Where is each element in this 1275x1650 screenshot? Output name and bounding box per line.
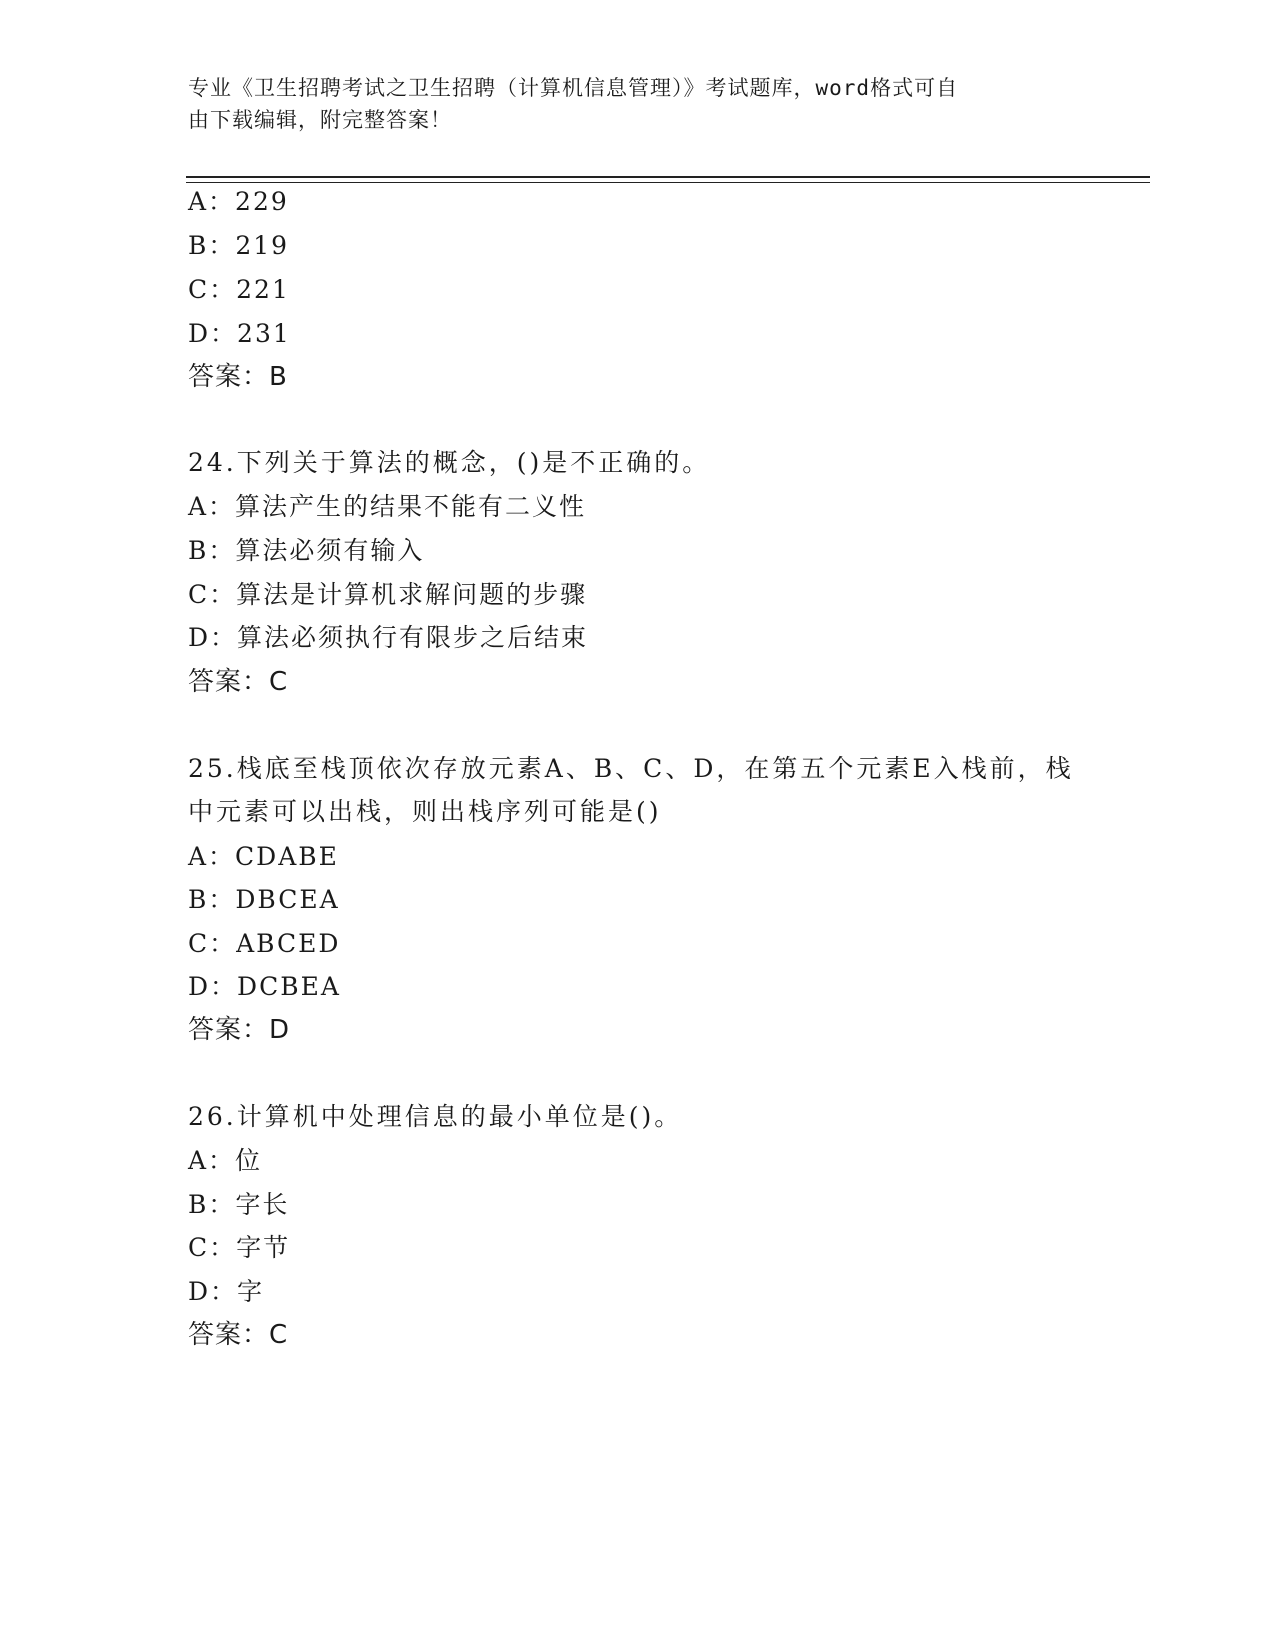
- q25-question-line-1: 25.栈底至栈顶依次存放元素A、B、C、D，在第五个元素E入栈前，栈: [188, 754, 1074, 783]
- q25-answer: 答案：D: [188, 1015, 291, 1045]
- document-header: [188, 72, 1068, 136]
- q26-option-a: A：位: [188, 1146, 263, 1175]
- q24-option-c: C：算法是计算机求解问题的步骤: [188, 580, 588, 609]
- q26-option-c: C：字节: [188, 1233, 291, 1262]
- header-divider: [186, 176, 1150, 178]
- q26-option-b: B：字长: [188, 1190, 290, 1219]
- q23-option-b: B：219: [188, 231, 290, 260]
- q26-answer: 答案：C: [188, 1320, 289, 1350]
- header-divider-thin: [186, 182, 1150, 183]
- q24-answer: 答案：C: [188, 667, 289, 697]
- q24-option-a: A：算法产生的结果不能有二义性: [188, 492, 587, 521]
- q25-option-c: C：ABCED: [188, 929, 341, 958]
- q26-question: 26.计算机中处理信息的最小单位是()。: [188, 1102, 683, 1131]
- q24-option-d: D：算法必须执行有限步之后结束: [188, 623, 589, 652]
- q25-option-a: A：CDABE: [188, 842, 339, 871]
- q25-option-d: D：DCBEA: [188, 972, 341, 1001]
- q24-option-b: B：算法必须有输入: [188, 536, 425, 565]
- q23-option-d: D：231: [188, 319, 291, 348]
- q26-option-d: D：字: [188, 1277, 265, 1306]
- q23-option-c: C：221: [188, 275, 290, 304]
- q23-answer: 答案：B: [188, 362, 288, 392]
- q24-question: 24.下列关于算法的概念，()是不正确的。: [188, 448, 711, 477]
- q25-question-line-2: 中元素可以出栈，则出栈序列可能是(): [188, 797, 662, 826]
- q23-option-a: A：229: [188, 187, 289, 216]
- header-line-1: 专业《卫生招聘考试之卫生招聘（计算机信息管理）》考试题库，word格式可自: [188, 76, 959, 100]
- header-line-2: 由下载编辑，附完整答案！: [188, 108, 452, 132]
- q25-option-b: B：DBCEA: [188, 885, 340, 914]
